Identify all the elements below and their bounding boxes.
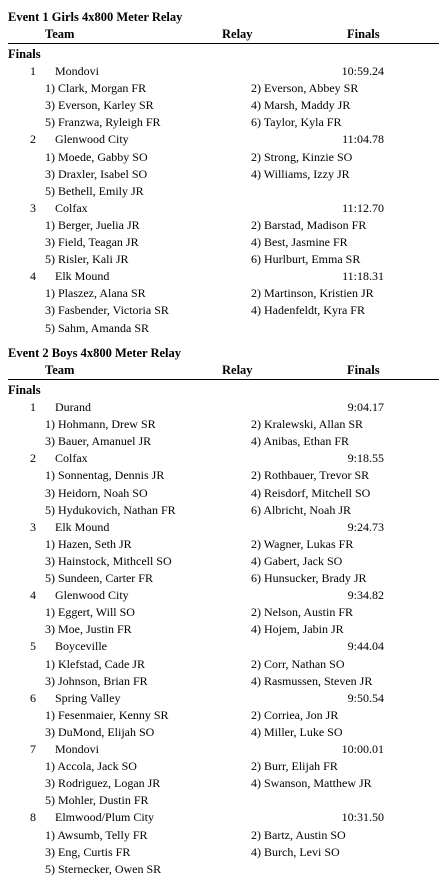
finals-mark: 9:24.73: [347, 519, 384, 534]
finals-mark: 10:31.50: [341, 810, 384, 825]
runner-name: 4) Miller, Luke SO: [251, 724, 343, 739]
runner-name: 3) Fasbender, Victoria SR: [45, 303, 169, 318]
finals-mark: 9:34.82: [347, 588, 384, 603]
team-row: [0, 132, 447, 149]
runner-name: 2) Everson, Abbey SR: [251, 81, 359, 96]
column-header-finals: Finals: [347, 363, 380, 377]
finals-mark: 11:18.31: [342, 269, 384, 284]
runner-name: 1) Eggert, Will SO: [45, 605, 135, 620]
team-name: Elk Mound: [55, 519, 110, 534]
runner-name: 5) Bethell, Emily JR: [45, 183, 144, 198]
runner-name: 1) Accola, Jack SO: [45, 759, 137, 774]
team-name: Glenwood City: [55, 132, 129, 147]
place-number: 4: [30, 588, 36, 603]
runner-name: 3) Bauer, Amanuel JR: [45, 434, 152, 449]
runner-name: 2) Strong, Kinzie SO: [251, 149, 353, 164]
runner-name: 5) Mohler, Dustin FR: [45, 793, 149, 808]
runner-row: [0, 793, 447, 810]
runner-row: [0, 776, 447, 793]
runner-name: 1) Hazen, Seth JR: [45, 536, 132, 551]
team-name: Elmwood/Plum City: [55, 810, 155, 825]
runner-name: 2) Barstad, Madison FR: [251, 217, 367, 232]
runner-row: [0, 554, 447, 571]
runner-row: [0, 98, 447, 115]
place-number: 8: [30, 810, 36, 825]
runner-row: [0, 218, 447, 235]
runner-row: [0, 252, 447, 269]
runner-name: 4) Hojem, Jabin JR: [251, 622, 344, 637]
finals-mark: 10:59.24: [341, 64, 384, 78]
runner-name: 4) Reisdorf, Mitchell SO: [251, 485, 371, 500]
team-row: [0, 588, 447, 605]
runner-name: 3) Draxler, Isabel SO: [45, 166, 148, 181]
runner-row: [0, 657, 447, 674]
runner-row: [0, 486, 447, 503]
finals-mark: 9:44.04: [347, 639, 384, 654]
runner-name: 2) Nelson, Austin FR: [251, 605, 354, 620]
runner-name: 6) Hunsucker, Brady JR: [251, 571, 367, 585]
runner-name: 4) Rasmussen, Steven JR: [251, 673, 373, 688]
finals-mark: 11:12.70: [342, 200, 384, 215]
runner-row: [0, 235, 447, 252]
place-number: 1: [30, 64, 36, 78]
team-name: Spring Valley: [55, 690, 121, 705]
finals-mark: 9:18.55: [347, 451, 384, 466]
runner-row: [0, 828, 447, 845]
runner-name: 5) Hydukovich, Nathan FR: [45, 502, 176, 517]
runner-name: 3) Moe, Justin FR: [45, 622, 132, 637]
team-name: Colfax: [55, 451, 88, 466]
team-row: [0, 64, 447, 81]
runner-row: [0, 537, 447, 554]
runner-row: [0, 759, 447, 776]
team-row: [0, 742, 447, 759]
runner-row: [0, 725, 447, 742]
runner-name: 5) Risler, Kali JR: [45, 252, 129, 267]
column-header-team: Team: [45, 363, 75, 377]
runner-row: [0, 503, 447, 520]
runner-name: 3) Field, Teagan JR: [45, 235, 139, 249]
place-number: 7: [30, 742, 36, 756]
team-name: Glenwood City: [55, 588, 129, 603]
finals-mark: 10:00.01: [341, 742, 384, 756]
header-divider: [8, 379, 439, 380]
team-row: [0, 451, 447, 468]
runner-name: 1) Awsumb, Telly FR: [45, 827, 148, 842]
team-name: Elk Mound: [55, 269, 110, 284]
runner-name: 2) Wagner, Lukas FR: [251, 536, 354, 551]
runner-row: [0, 150, 447, 167]
runner-name: 2) Kralewski, Allan SR: [251, 417, 363, 432]
runner-name: 3) Hainstock, Mithcell SO: [45, 553, 172, 568]
runner-name: 4) Gabert, Jack SO: [251, 553, 343, 568]
runner-name: 2) Burr, Elijah FR: [251, 759, 338, 774]
runner-name: 2) Martinson, Kristien JR: [251, 286, 374, 301]
runner-name: 2) Bartz, Austin SO: [251, 827, 346, 842]
runner-row: [0, 286, 447, 303]
team-row: [0, 201, 447, 218]
header-divider: [8, 43, 439, 44]
column-header-relay: Relay: [222, 363, 253, 377]
runner-name: 3) Eng, Curtis FR: [45, 844, 131, 859]
runner-row: [0, 417, 447, 434]
runner-name: 5) Sundeen, Carter FR: [45, 571, 153, 585]
runner-name: 3) Heidorn, Noah SO: [45, 485, 148, 500]
runner-name: 1) Moede, Gabby SO: [45, 149, 148, 164]
runner-row: [0, 862, 447, 879]
runner-name: 4) Hadenfeldt, Kyra FR: [251, 303, 365, 318]
runner-row: [0, 708, 447, 725]
runner-name: 4) Swanson, Matthew JR: [251, 776, 372, 791]
runner-row: [0, 115, 447, 132]
finals-mark: 11:04.78: [342, 132, 384, 147]
runner-name: 4) Williams, Izzy JR: [251, 166, 350, 181]
runner-row: [0, 622, 447, 639]
event-title: Event 2 Boys 4x800 Meter Relay: [8, 346, 182, 360]
runner-name: 3) Rodriguez, Logan JR: [45, 776, 161, 791]
place-number: 4: [30, 269, 36, 284]
team-row: [0, 400, 447, 417]
runner-name: 1) Sonnentag, Dennis JR: [45, 468, 165, 483]
runner-row: [0, 434, 447, 451]
team-name: Boyceville: [55, 639, 107, 654]
place-number: 3: [30, 200, 36, 215]
place-number: 2: [30, 132, 36, 147]
runner-name: 1) Fesenmaier, Kenny SR: [45, 707, 169, 722]
team-row: [0, 810, 447, 827]
runner-name: 4) Marsh, Maddy JR: [251, 98, 351, 113]
runner-name: 1) Berger, Juelia JR: [45, 217, 140, 232]
place-number: 6: [30, 690, 36, 705]
runner-row: [0, 167, 447, 184]
runner-name: 1) Plaszez, Alana SR: [45, 286, 146, 301]
team-name: Durand: [55, 400, 91, 414]
runner-name: 1) Clark, Morgan FR: [45, 81, 147, 96]
team-row: [0, 520, 447, 537]
runner-row: [0, 184, 447, 201]
runner-name: 1) Hohmann, Drew SR: [45, 417, 156, 432]
place-number: 3: [30, 519, 36, 534]
runner-name: 5) Sternecker, Owen SR: [45, 861, 162, 876]
runner-name: 4) Best, Jasmine FR: [251, 235, 348, 249]
team-name: Mondovi: [55, 64, 100, 78]
team-row: [0, 639, 447, 656]
section-label-finals: Finals: [8, 47, 41, 61]
runner-name: 6) Albricht, Noah JR: [251, 502, 351, 517]
runner-name: 6) Taylor, Kyla FR: [251, 115, 342, 130]
place-number: 5: [30, 639, 36, 654]
runner-row: [0, 81, 447, 98]
section-label-finals: Finals: [8, 383, 41, 397]
runner-name: 2) Corr, Nathan SO: [251, 656, 345, 671]
column-header-finals: Finals: [347, 27, 380, 41]
finals-mark: 9:04.17: [347, 400, 384, 414]
place-number: 1: [30, 400, 36, 414]
team-name: Mondovi: [55, 742, 100, 756]
team-row: [0, 269, 447, 286]
runner-name: 2) Rothbauer, Trevor SR: [251, 468, 370, 483]
runner-name: 3) DuMond, Elijah SO: [45, 724, 155, 739]
runner-name: 5) Franzwa, Ryleigh FR: [45, 115, 161, 130]
finals-mark: 9:50.54: [347, 690, 384, 705]
runner-row: [0, 674, 447, 691]
team-row: [0, 691, 447, 708]
place-number: 2: [30, 451, 36, 466]
column-header-team: Team: [45, 27, 75, 41]
column-header-relay: Relay: [222, 27, 253, 41]
runner-name: 1) Klefstad, Cade JR: [45, 656, 145, 671]
event-title: Event 1 Girls 4x800 Meter Relay: [8, 10, 183, 24]
runner-row: [0, 303, 447, 320]
runner-name: 5) Sahm, Amanda SR: [45, 320, 149, 335]
runner-name: 2) Corriea, Jon JR: [251, 707, 339, 722]
runner-row: [0, 321, 447, 338]
runner-name: 3) Everson, Karley SR: [45, 98, 154, 113]
runner-name: 4) Anibas, Ethan FR: [251, 434, 349, 449]
runner-name: 3) Johnson, Brian FR: [45, 673, 148, 688]
runner-row: [0, 468, 447, 485]
runner-row: [0, 845, 447, 862]
team-name: Colfax: [55, 200, 88, 215]
runner-row: [0, 571, 447, 588]
runner-row: [0, 605, 447, 622]
runner-name: 6) Hurlburt, Emma SR: [251, 252, 361, 267]
runner-name: 4) Burch, Levi SO: [251, 844, 340, 859]
